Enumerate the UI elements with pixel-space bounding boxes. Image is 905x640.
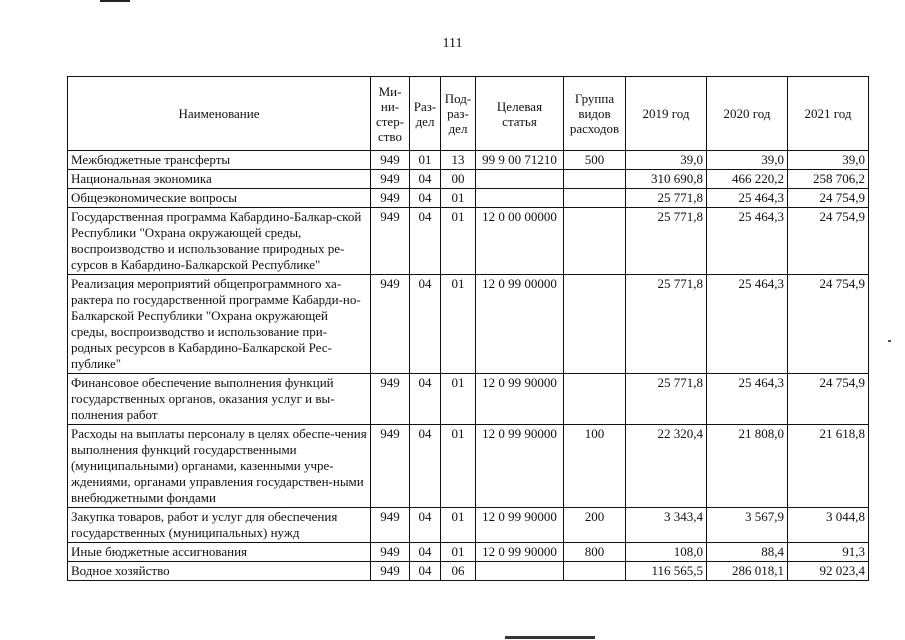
cell-section: 04 <box>410 208 441 275</box>
cell-name: Расходы на выплаты персоналу в целях обеспе-чения выполнения функций государственными (муниципальными) органами, казенными учре-ждениями, органами управления государствен-ными внебюджетными фондами <box>68 425 371 508</box>
cell-section: 04 <box>410 508 441 543</box>
cell-ministry: 949 <box>371 508 410 543</box>
cell-ministry: 949 <box>371 151 410 170</box>
cell-expense-group <box>564 374 626 425</box>
cell-subsection: 01 <box>441 189 476 208</box>
cell-target <box>476 189 564 208</box>
cell-expense-group <box>564 562 626 581</box>
budget-table <box>67 76 869 581</box>
scan-top-mark <box>100 0 130 2</box>
scan-margin-mark <box>888 340 891 342</box>
cell-expense-group: 500 <box>564 151 626 170</box>
cell-subsection: 01 <box>441 208 476 275</box>
cell-2019: 22 320,4 <box>626 425 707 508</box>
cell-expense-group <box>564 170 626 189</box>
cell-2021: 24 754,9 <box>788 189 869 208</box>
cell-name: Финансовое обеспечение выполнения функций государственных органов, оказания услуг и вы-полнения работ <box>68 374 371 425</box>
header-target: Целевая статья <box>476 77 564 151</box>
cell-ministry: 949 <box>371 425 410 508</box>
table-row <box>68 425 869 508</box>
cell-section: 04 <box>410 170 441 189</box>
cell-2020: 25 464,3 <box>707 208 788 275</box>
table-header-row <box>68 77 869 151</box>
cell-2020: 25 464,3 <box>707 275 788 374</box>
cell-name: Межбюджетные трансферты <box>68 151 371 170</box>
cell-2021: 21 618,8 <box>788 425 869 508</box>
cell-2019: 116 565,5 <box>626 562 707 581</box>
table-row <box>68 170 869 189</box>
table-row <box>68 508 869 543</box>
cell-subsection: 13 <box>441 151 476 170</box>
cell-target: 12 0 99 90000 <box>476 508 564 543</box>
cell-2020: 25 464,3 <box>707 374 788 425</box>
cell-2020: 466 220,2 <box>707 170 788 189</box>
cell-2020: 21 808,0 <box>707 425 788 508</box>
table-row <box>68 275 869 374</box>
cell-2019: 25 771,8 <box>626 275 707 374</box>
cell-section: 04 <box>410 562 441 581</box>
table-row <box>68 374 869 425</box>
cell-ministry: 949 <box>371 562 410 581</box>
cell-name: Национальная экономика <box>68 170 371 189</box>
cell-subsection: 01 <box>441 374 476 425</box>
header-2020: 2020 год <box>707 77 788 151</box>
cell-name: Реализация мероприятий общепрограммного ха-рактера по государственной программе Кабарди-но-Балкарской Республики "Охрана окружающей среды, воспроизводство и использование при-родных ресурсов в Кабардино-Балкарской Рес-публике" <box>68 275 371 374</box>
cell-2019: 310 690,8 <box>626 170 707 189</box>
cell-section: 04 <box>410 275 441 374</box>
cell-subsection: 01 <box>441 508 476 543</box>
cell-2021: 24 754,9 <box>788 374 869 425</box>
cell-subsection: 01 <box>441 425 476 508</box>
cell-section: 01 <box>410 151 441 170</box>
table-body <box>68 151 869 581</box>
cell-expense-group <box>564 189 626 208</box>
cell-name: Общеэкономические вопросы <box>68 189 371 208</box>
cell-expense-group <box>564 208 626 275</box>
table-row <box>68 543 869 562</box>
cell-2021: 24 754,9 <box>788 208 869 275</box>
cell-2019: 25 771,8 <box>626 208 707 275</box>
cell-2020: 25 464,3 <box>707 189 788 208</box>
cell-target: 99 9 00 71210 <box>476 151 564 170</box>
cell-section: 04 <box>410 425 441 508</box>
cell-2020: 39,0 <box>707 151 788 170</box>
table-row <box>68 151 869 170</box>
cell-target <box>476 170 564 189</box>
header-expense-group: Группа видов расходов <box>564 77 626 151</box>
cell-2019: 25 771,8 <box>626 374 707 425</box>
cell-ministry: 949 <box>371 189 410 208</box>
cell-section: 04 <box>410 189 441 208</box>
cell-expense-group: 100 <box>564 425 626 508</box>
header-2019: 2019 год <box>626 77 707 151</box>
cell-target: 12 0 99 00000 <box>476 275 564 374</box>
cell-ministry: 949 <box>371 170 410 189</box>
cell-2019: 3 343,4 <box>626 508 707 543</box>
cell-subsection: 00 <box>441 170 476 189</box>
cell-ministry: 949 <box>371 374 410 425</box>
header-section: Раз- дел <box>410 77 441 151</box>
cell-name: Водное хозяйство <box>68 562 371 581</box>
cell-expense-group <box>564 275 626 374</box>
cell-subsection: 01 <box>441 275 476 374</box>
table-row <box>68 562 869 581</box>
header-subsection: Под- раз- дел <box>441 77 476 151</box>
cell-target: 12 0 00 00000 <box>476 208 564 275</box>
cell-2021: 39,0 <box>788 151 869 170</box>
scan-bottom-mark <box>505 636 595 639</box>
cell-target <box>476 562 564 581</box>
cell-name: Государственная программа Кабардино-Балкар-ской Республики "Охрана окружающей среды, воспроизводство и использование природных ре-сурсов в Кабардино-Балкарской Республике" <box>68 208 371 275</box>
cell-2019: 108,0 <box>626 543 707 562</box>
cell-2019: 39,0 <box>626 151 707 170</box>
header-2021: 2021 год <box>788 77 869 151</box>
header-name: Наименование <box>68 77 371 151</box>
cell-expense-group: 200 <box>564 508 626 543</box>
cell-ministry: 949 <box>371 275 410 374</box>
header-ministry: Ми- ни- стер- ство <box>371 77 410 151</box>
cell-ministry: 949 <box>371 208 410 275</box>
cell-subsection: 01 <box>441 543 476 562</box>
cell-subsection: 06 <box>441 562 476 581</box>
table-row <box>68 208 869 275</box>
cell-target: 12 0 99 90000 <box>476 425 564 508</box>
cell-2019: 25 771,8 <box>626 189 707 208</box>
cell-section: 04 <box>410 374 441 425</box>
page-number: 111 <box>442 36 463 51</box>
cell-2021: 258 706,2 <box>788 170 869 189</box>
cell-target: 12 0 99 90000 <box>476 543 564 562</box>
cell-ministry: 949 <box>371 543 410 562</box>
cell-2021: 3 044,8 <box>788 508 869 543</box>
cell-2021: 92 023,4 <box>788 562 869 581</box>
cell-section: 04 <box>410 543 441 562</box>
table-row <box>68 189 869 208</box>
cell-2021: 24 754,9 <box>788 275 869 374</box>
cell-2020: 286 018,1 <box>707 562 788 581</box>
cell-name: Иные бюджетные ассигнования <box>68 543 371 562</box>
cell-2020: 3 567,9 <box>707 508 788 543</box>
cell-target: 12 0 99 90000 <box>476 374 564 425</box>
cell-name: Закупка товаров, работ и услуг для обеспечения государственных (муниципальных) нужд <box>68 508 371 543</box>
cell-expense-group: 800 <box>564 543 626 562</box>
cell-2021: 91,3 <box>788 543 869 562</box>
cell-2020: 88,4 <box>707 543 788 562</box>
